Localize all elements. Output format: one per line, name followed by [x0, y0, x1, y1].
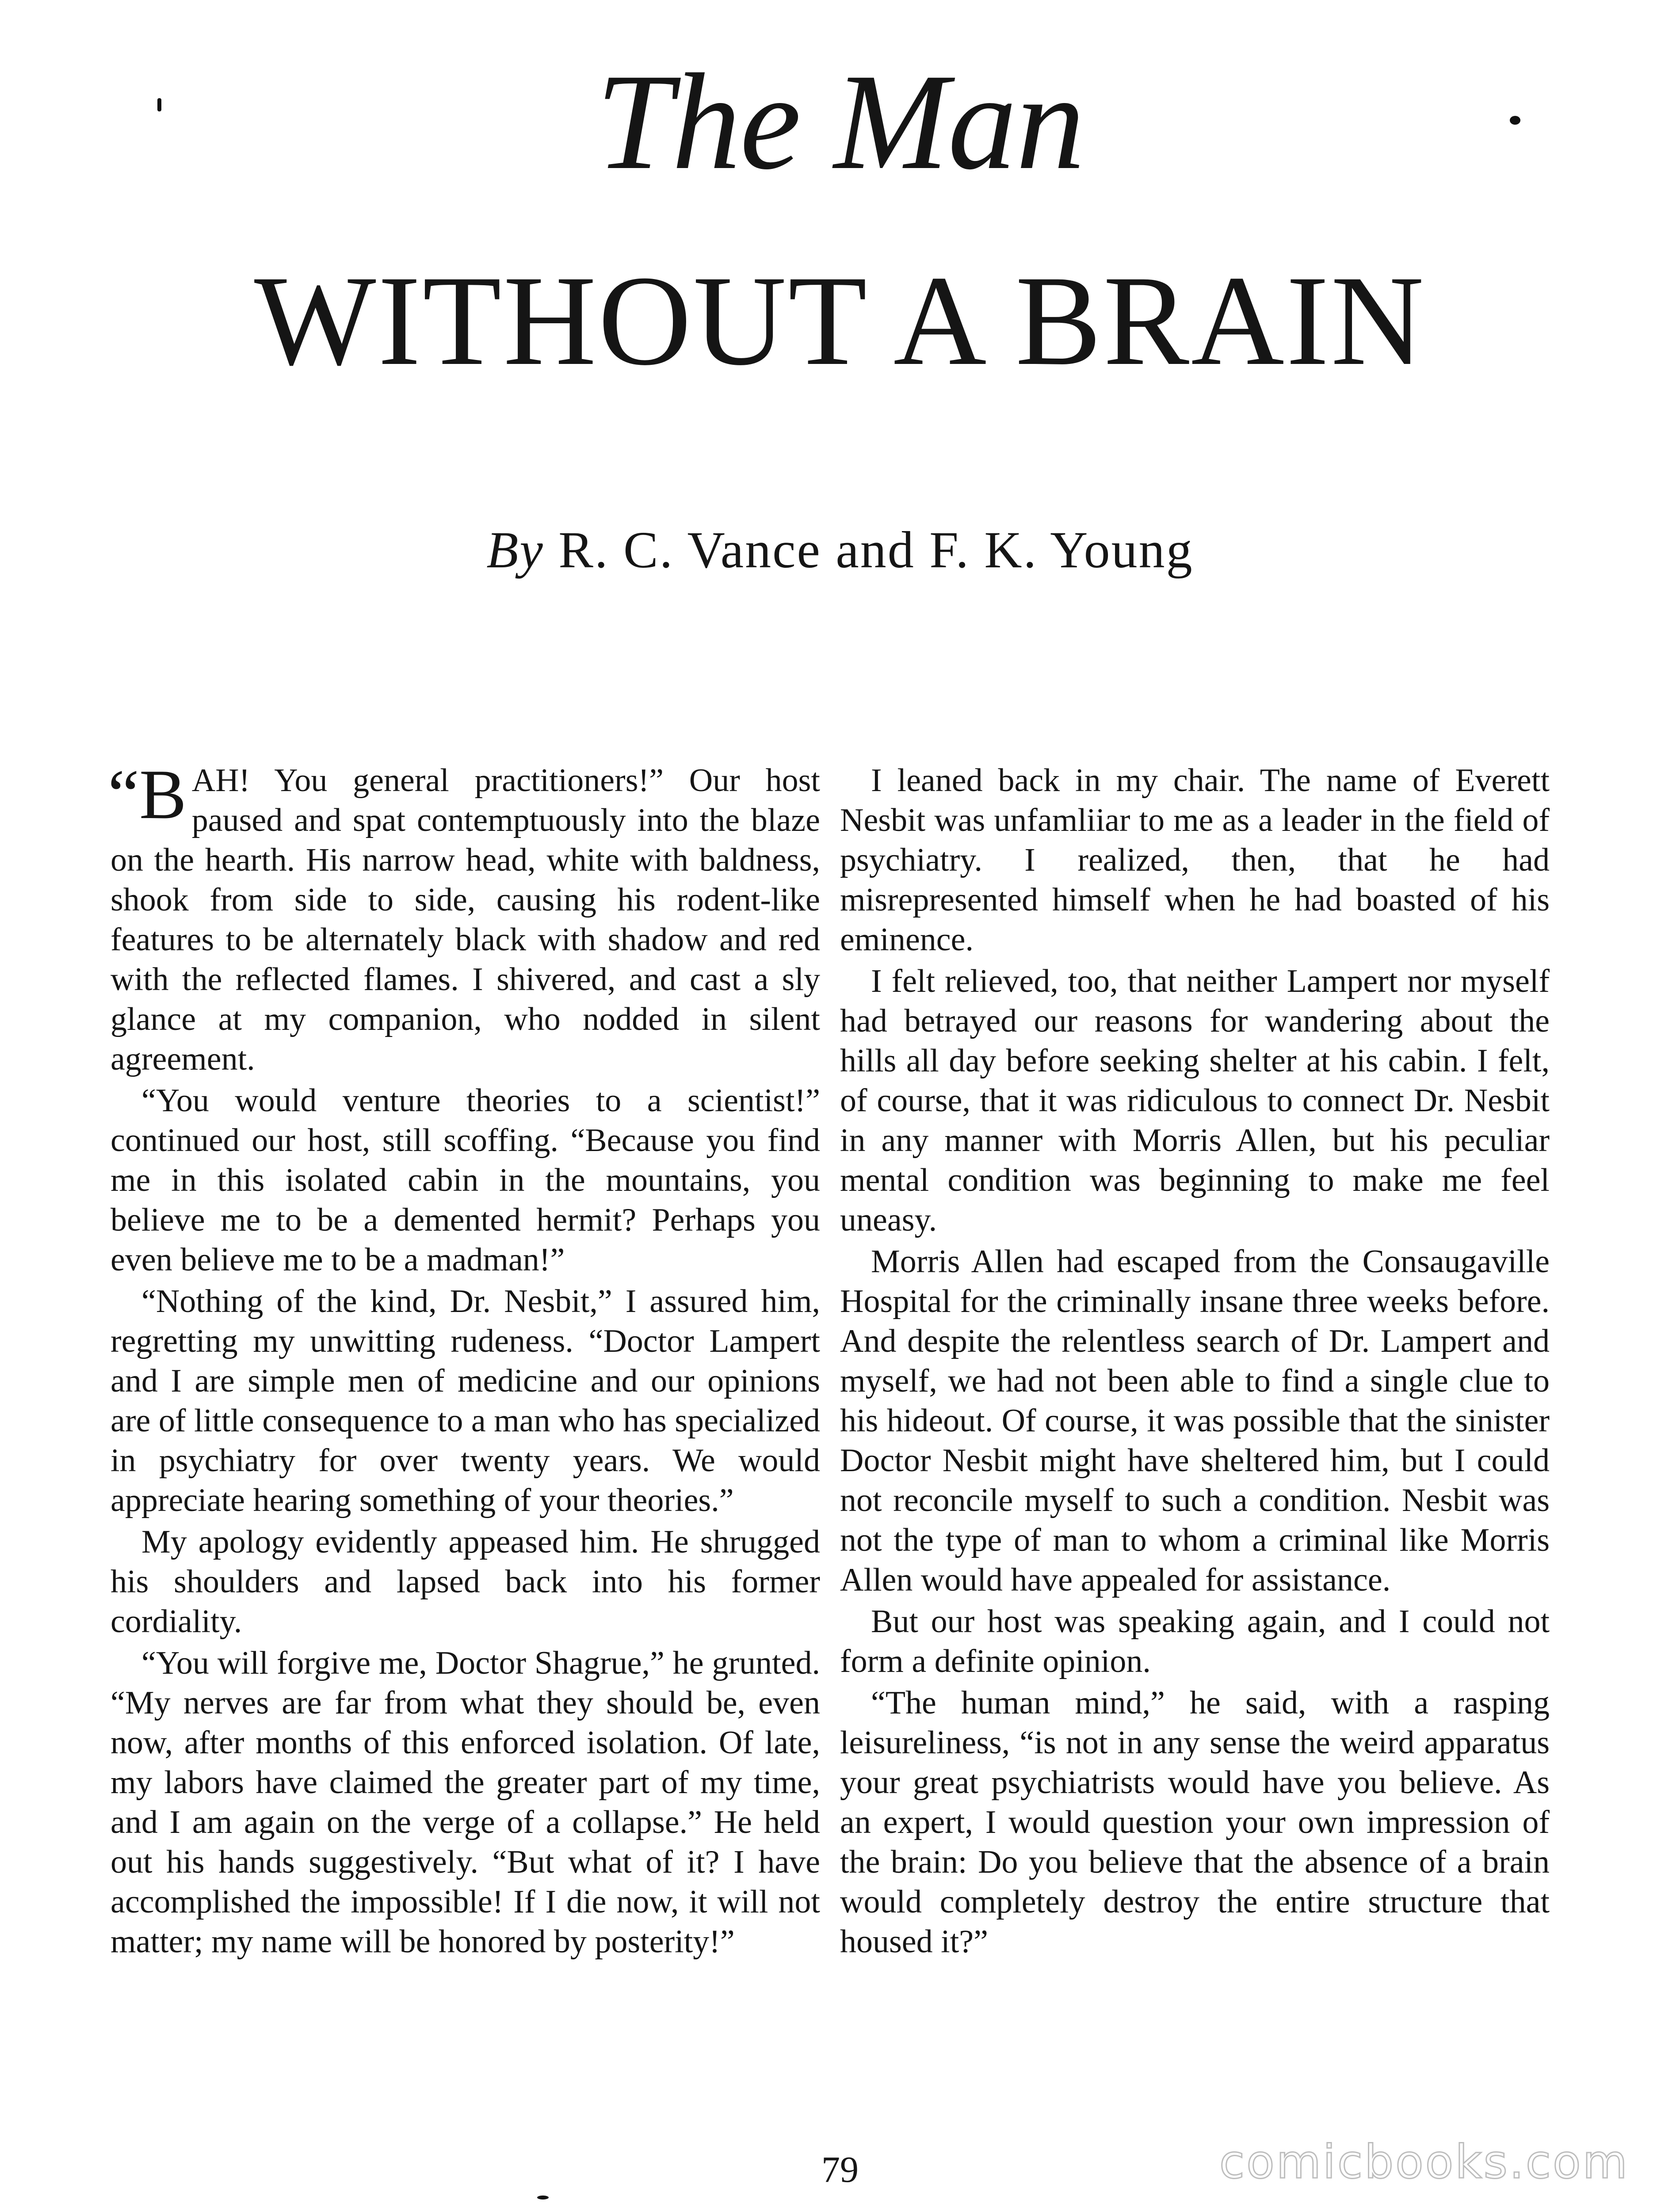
paragraph: My apology evidently appeased him. He shrugged his shoulders and lapsed back into his former cordiality. [111, 1524, 820, 1640]
left-column [108, 755, 820, 1962]
drop-cap-letter: B [139, 755, 187, 834]
paragraph: “You would venture theories to a scientist!” continued our host, still scoffing. “Because you find me in this isolated cabin in the mountains, you believe me to be a demented hermit? Perhaps you even believe me to be a madman!” [111, 1083, 820, 1278]
title-caps: WITHOUT A BRAIN [254, 249, 1426, 392]
drop-cap [108, 755, 187, 834]
right-column [840, 761, 1550, 1962]
paragraph: “You will forgive me, Doctor Shagrue,” he grunted. “My nerves are far from what they should be, even now, after months of this enforced isolation. Of late, my labors have claimed the greater part of my time, and I am again on the verge of a collapse.” He held out his hands suggestively. “But what of it? I have accomplished the impossible! If I die now, it will not matter; my name will be honored by posterity!” [111, 1645, 820, 1960]
opening-text: AH! You general practitioners!” Our host paused and spat contemptuously into the blaze on the hearth. His narrow head, white with baldness, shook from side to side, causing his rodent-like features to be alternately black with shadow and red with the reflected flames. I shivered, and cast a sly glance at my companion, who nodded in silent agreement. [111, 762, 820, 1077]
byline-authors: R. C. Vance and F. K. Young [558, 521, 1194, 579]
byline [0, 521, 1680, 579]
paragraph: But our host was speaking again, and I could not form a definite opinion. [840, 1603, 1550, 1679]
page-number: 79 [821, 2149, 859, 2190]
byline-prefix: By [486, 521, 544, 579]
opening-paragraph [108, 755, 820, 1079]
paragraph: I felt relieved, too, that neither Lampert nor myself had betrayed our reasons for wandering about the hills all day before seeking shelter at his cabin. I felt, of course, that it was ridiculous to connect Dr. Nesbit in any manner with Morris Allen, but his peculiar mental condition was beginning to make me feel uneasy. [840, 963, 1550, 1238]
paragraph: I leaned back in my chair. The name of Everett Nesbit was unfamliiar to me as a leader in the field of psychiatry. I realized, then, that he had misrepresented himself when he had boasted of his eminence. [840, 762, 1550, 958]
opening-quote: “ [108, 755, 140, 834]
title-italic: The Man [596, 46, 1084, 198]
paragraph: “Nothing of the kind, Dr. Nesbit,” I assured him, regretting my unwitting rudeness. “Doctor Lampert and I are simple men of medicine and our opinions are of little consequence to a man who has specialized in psychiatry for over twenty years. We would appreciate hearing something of your theories.” [111, 1283, 820, 1519]
paragraph: Morris Allen had escaped from the Consaugaville Hospital for the criminally insane three weeks before. And despite the relentless search of Dr. Lampert and myself, we had not been able to find a single clue to his hideout. Of course, it was possible that the sinister Doctor Nesbit might have sheltered him, but I could not reconcile myself to such a condition. Nesbit was not the type of man to whom a criminal like Morris Allen would have appealed for assistance. [840, 1243, 1550, 1598]
watermark-logo: comicbooks.com [1219, 2135, 1629, 2189]
paragraph: “The human mind,” he said, with a rasping leisureliness, “is not in any sense the weird apparatus your great psychiatrists would have you believe. As an expert, I would question your own impression of the brain: Do you believe that the absence of a brain would completely destroy the entire structure that housed it?” [840, 1685, 1550, 1960]
ink-speck [537, 2196, 549, 2200]
